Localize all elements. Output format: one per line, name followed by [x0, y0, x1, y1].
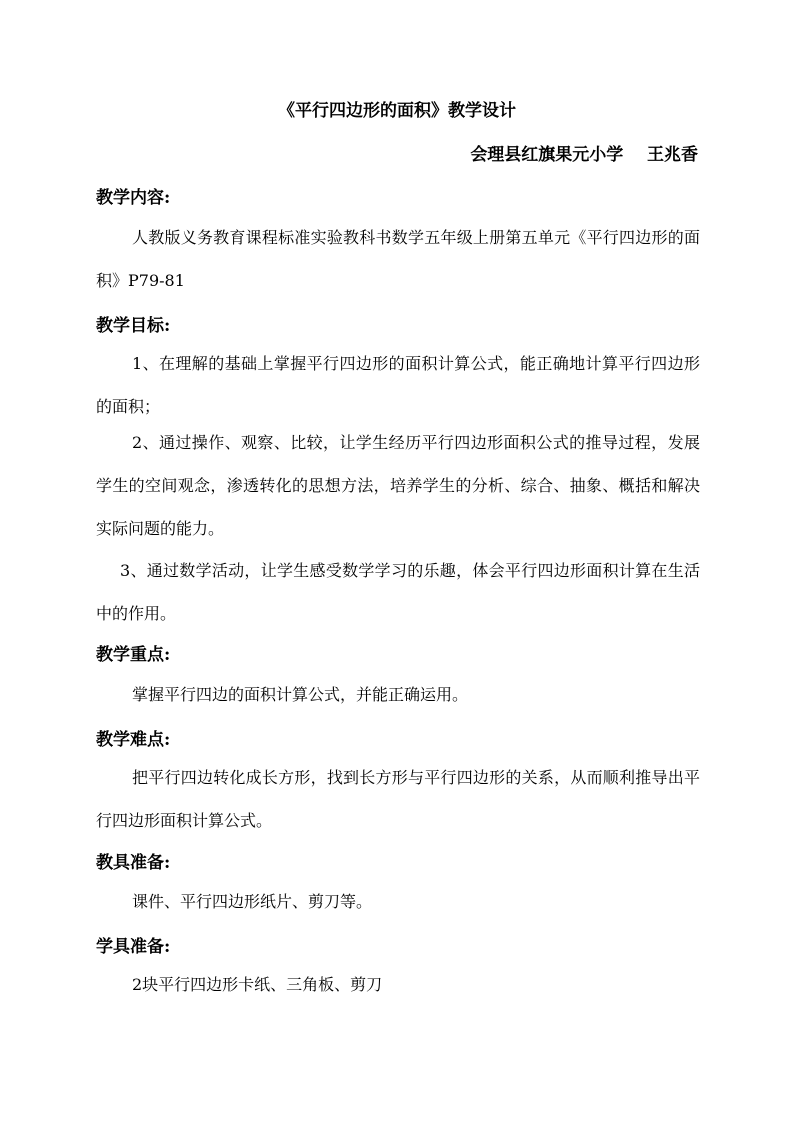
heading-teaching-goals: 教学目标: — [96, 316, 171, 336]
heading-key-points: 教学重点: — [96, 645, 171, 665]
document-title: 《平行四边形的面积》教学设计 — [278, 101, 516, 121]
paragraph-difficulties: 把平行四边转化成长方形，找到长方形与平行四边形的关系，从而顺利推导出平行四边形面积计算公式。 — [96, 768, 700, 830]
goal-item-3: 3、通过数学活动，让学生感受数学学习的乐趣，体会平行四边形面积计算在生活中的作用。 — [96, 561, 700, 623]
document-author: 会理县红旗果元小学 王兆香 — [470, 145, 698, 165]
paragraph-teaching-content: 人教版义务教育课程标准实验教科书数学五年级上册第五单元《平行四边形的面积》P79-81 — [96, 228, 700, 290]
heading-student-aids: 学具准备: — [96, 937, 171, 957]
paragraph-key-points: 掌握平行四边的面积计算公式，并能正确运用。 — [132, 685, 469, 704]
paragraph-teaching-aids: 课件、平行四边形纸片、剪刀等。 — [132, 892, 373, 911]
goal-item-1: 1、在理解的基础上掌握平行四边形的面积计算公式，能正确地计算平行四边形的面积； — [96, 354, 700, 416]
goal-item-2: 2、通过操作、观察、比较，让学生经历平行四边形面积公式的推导过程，发展学生的空间观念，渗透转化的思想方法，培养学生的分析、综合、抽象、概括和解决实际问题的能力。 — [96, 433, 700, 538]
heading-difficulties: 教学难点: — [96, 730, 171, 750]
heading-teaching-aids: 教具准备: — [96, 853, 171, 873]
heading-teaching-content: 教学内容: — [96, 188, 171, 208]
paragraph-student-aids: 2块平行四边形卡纸、三角板、剪刀 — [132, 975, 383, 994]
